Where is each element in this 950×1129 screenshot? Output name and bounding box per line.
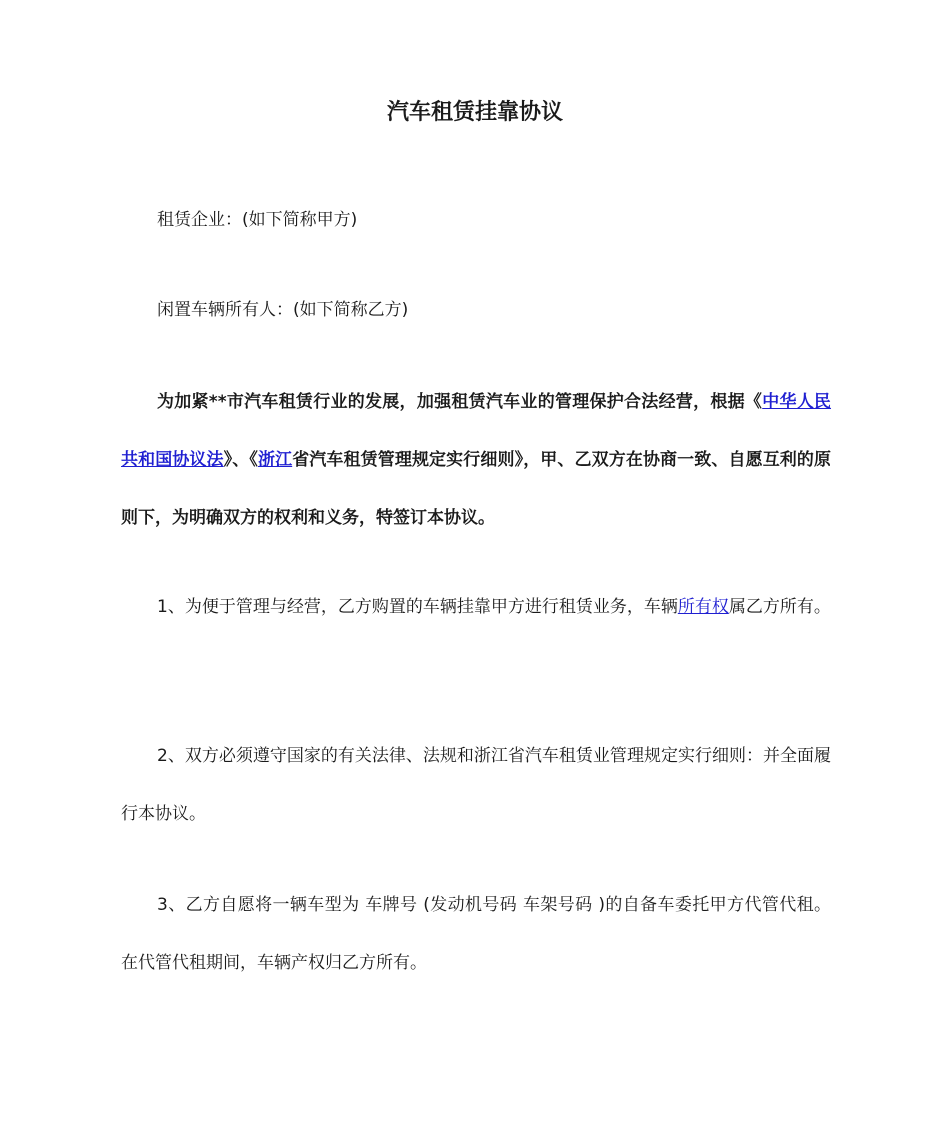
ownership-link[interactable]: 所有权 xyxy=(677,597,729,617)
intro-text-2: 》、《 xyxy=(223,450,258,470)
zhejiang-link[interactable]: 浙江 xyxy=(257,450,293,470)
clause-3: 3、乙方自愿将一辆车型为 车牌号 (发动机号码 车架号码 )的自备车委托甲方代管代租。在代管代租期间，车辆产权归乙方所有。 xyxy=(121,895,831,973)
clause-1 xyxy=(121,578,831,636)
clause-1-text-1: 1、为便于管理与经营，乙方购置的车辆挂靠甲方进行租赁业务，车辆 xyxy=(157,597,678,617)
clause-2: 2、双方必须遵守国家的有关法律、法规和浙江省汽车租赁业管理规定实行细则：并全面履行本协议。 xyxy=(121,746,831,824)
intro-paragraph xyxy=(121,373,831,547)
contract-law-link[interactable]: 中华人民共和国协议法 xyxy=(121,392,832,470)
clause-1-text-2: 属乙方所有。 xyxy=(728,597,831,617)
intro-text-3: 省汽车租赁管理规定实行细则》，甲、乙双方在协商一致、自愿互利的原则下，为明确双方的权利和义务，特签订本协议。 xyxy=(121,450,832,528)
intro-text-1: 为加紧**市汽车租赁行业的发展，加强租赁汽车业的管理保护合法经营，根据《 xyxy=(157,392,763,412)
owner-line: 闲置车辆所有人：(如下简称乙方) xyxy=(157,300,409,320)
lessor-line: 租赁企业：(如下简称甲方) xyxy=(157,210,358,230)
document-title: 汽车租赁挂靠协议 xyxy=(386,100,563,125)
